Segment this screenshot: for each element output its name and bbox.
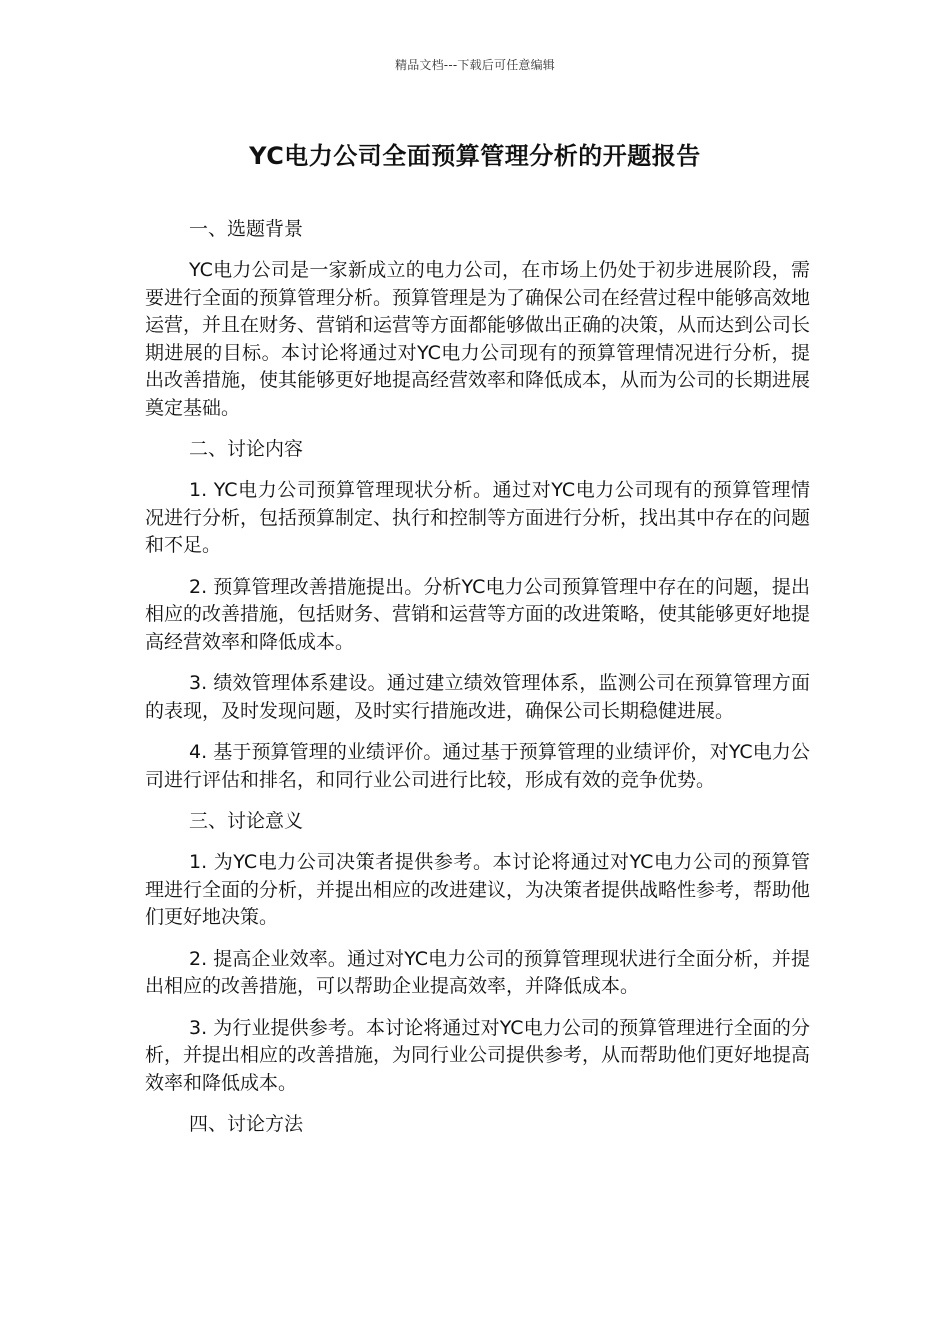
header-watermark: 精品文档---下载后可任意编辑 bbox=[395, 58, 555, 72]
significance-item-1: 1. 为YC电力公司决策者提供参考。本讨论将通过对YC电力公司的预算管理进行全面的分析，并提出相应的改进建议，为决策者提供战略性参考，帮助他们更好地决策。 bbox=[145, 851, 811, 928]
content-item-4: 4. 基于预算管理的业绩评价。通过基于预算管理的业绩评价，对YC电力公司进行评估和排名，和同行业公司进行比较，形成有效的竞争优势。 bbox=[145, 741, 810, 791]
content-item-1: 1. YC电力公司预算管理现状分析。通过对YC电力公司现有的预算管理情况进行分析，包括预算制定、执行和控制等方面进行分析，找出其中存在的问题和不足。 bbox=[145, 479, 811, 556]
section-heading-significance: 三、讨论意义 bbox=[189, 810, 304, 832]
document-title: YC电力公司全面预算管理分析的开题报告 bbox=[249, 142, 701, 170]
content-item-2: 2. 预算管理改善措施提出。分析YC电力公司预算管理中存在的问题，提出相应的改善措施，包括财务、营销和运营等方面的改进策略，使其能够更好地提高经营效率和降低成本。 bbox=[145, 575, 811, 653]
background-paragraph: YC电力公司是一家新成立的电力公司，在市场上仍处于初步进展阶段，需要进行全面的预算管理分析。预算管理是为了确保公司在经营过程中能够高效地运营，并且在财务、营销和运营等方面都能够做出正确的决策，从而达到公司长期进展的目标。本讨论将通过对YC电力公司现有的预算管理情况进行分析，提出改善措施，使其能够更好地提高经营效率和降低成本，从而为公司的长期进展奠定基础。 bbox=[145, 259, 811, 419]
section-heading-method: 四、讨论方法 bbox=[189, 1113, 304, 1135]
significance-item-2: 2. 提高企业效率。通过对YC电力公司的预算管理现状进行全面分析，并提出相应的改善措施，可以帮助企业提高效率，并降低成本。 bbox=[145, 947, 810, 997]
document-body bbox=[145, 216, 810, 1152]
section-heading-content: 二、讨论内容 bbox=[189, 438, 304, 460]
section-heading-background: 一、选题背景 bbox=[189, 218, 304, 240]
significance-item-3: 3. 为行业提供参考。本讨论将通过对YC电力公司的预算管理进行全面的分析，并提出相应的改善措施，为同行业公司提供参考，从而帮助他们更好地提高效率和降低成本。 bbox=[145, 1016, 811, 1094]
content-item-3: 3. 绩效管理体系建设。通过建立绩效管理体系，监测公司在预算管理方面的表现，及时发现问题，及时实行措施改进，确保公司长期稳健进展。 bbox=[145, 672, 810, 722]
